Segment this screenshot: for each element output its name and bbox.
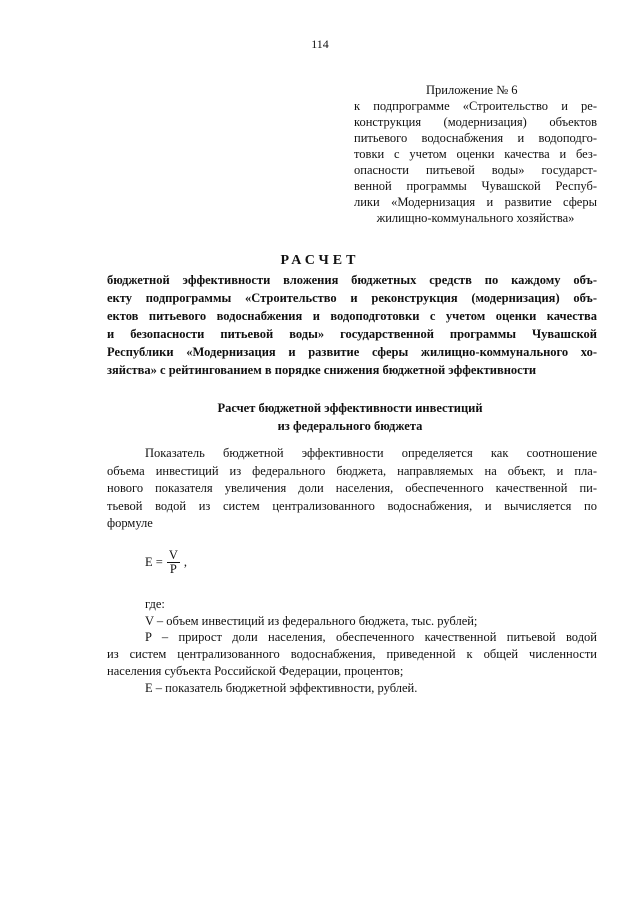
subtitle-line: из федерального бюджета <box>277 419 423 433</box>
heading-line: и безопасности питьевой воды» государственной программы Чувашской <box>107 327 597 341</box>
heading-line: ектов питьевого водоснабжения и водоподготовки с учетом оценки качества <box>107 309 597 323</box>
formula <box>145 545 187 579</box>
paragraph-line: объема инвестиций из федерального бюджета, направляемых на объект, и пла- <box>107 463 597 478</box>
paragraph-line: Показатель бюджетной эффективности определяется как соотношение <box>145 446 597 460</box>
definition-v: V – объем инвестиций из федерального бюджета, тыс. рублей; <box>145 613 478 628</box>
subtitle-line: Расчет бюджетной эффективности инвестиций <box>217 401 483 415</box>
appendix-title: Приложение № 6 <box>426 83 518 97</box>
definition-e: E – показатель бюджетной эффективности, рублей. <box>145 680 418 695</box>
heading-line: зяйства» с рейтингованием в порядке снижения бюджетной эффективности <box>107 363 537 377</box>
appendix-line: лики «Модернизация и развитие сферы <box>354 195 597 209</box>
appendix-block <box>354 82 597 226</box>
heading-line: екту подпрограммы «Строительство и реконструкция (модернизация) объ- <box>107 291 597 305</box>
formula-suffix: , <box>183 554 187 569</box>
formula-lhs: E = <box>145 554 163 569</box>
appendix-line: жилищно-коммунального хозяйства» <box>376 211 575 225</box>
formula-numerator: V <box>168 547 178 562</box>
definition-p: P – прирост доли населения, обеспеченного качественной питьевой водой <box>145 630 597 645</box>
section-subtitle <box>0 399 640 435</box>
heading-line: Республики «Модернизация и развитие сферы жилищно-коммунального хо- <box>107 345 597 359</box>
definitions <box>107 596 597 696</box>
formula-denominator: P <box>169 561 177 576</box>
definition-p: из систем централизованного водоснабжения, приведенной к общей численности <box>107 647 597 662</box>
appendix-line: венной программы Чувашской Респуб- <box>354 179 597 193</box>
document-heading: РАСЧЕТ <box>280 253 360 268</box>
appendix-line: товки с учетом оценки качества и без- <box>354 147 597 161</box>
body-paragraph <box>107 445 597 533</box>
heading-line: бюджетной эффективности вложения бюджетных средств по каждому объ- <box>107 273 597 287</box>
definitions-where: где: <box>145 597 165 611</box>
appendix-line: питьевого водоснабжения и водоподго- <box>354 131 597 145</box>
appendix-line: к подпрограмме «Строительство и ре- <box>354 99 597 113</box>
paragraph-line: формуле <box>107 516 153 530</box>
definition-p: населения субъекта Российской Федерации, процентов; <box>107 663 404 678</box>
heading-description <box>107 271 597 379</box>
page-number: 114 <box>311 37 329 51</box>
paragraph-line: нового показателя увеличения доли населения, обеспеченного качественной пи- <box>107 481 597 495</box>
appendix-line: конструкция (модернизация) объектов <box>354 115 597 129</box>
paragraph-line: тьевой водой из систем централизованного водоснабжения, и вычисляется по <box>107 498 597 513</box>
appendix-line: опасности питьевой воды» государст- <box>354 163 597 177</box>
formula-fraction <box>167 549 180 576</box>
